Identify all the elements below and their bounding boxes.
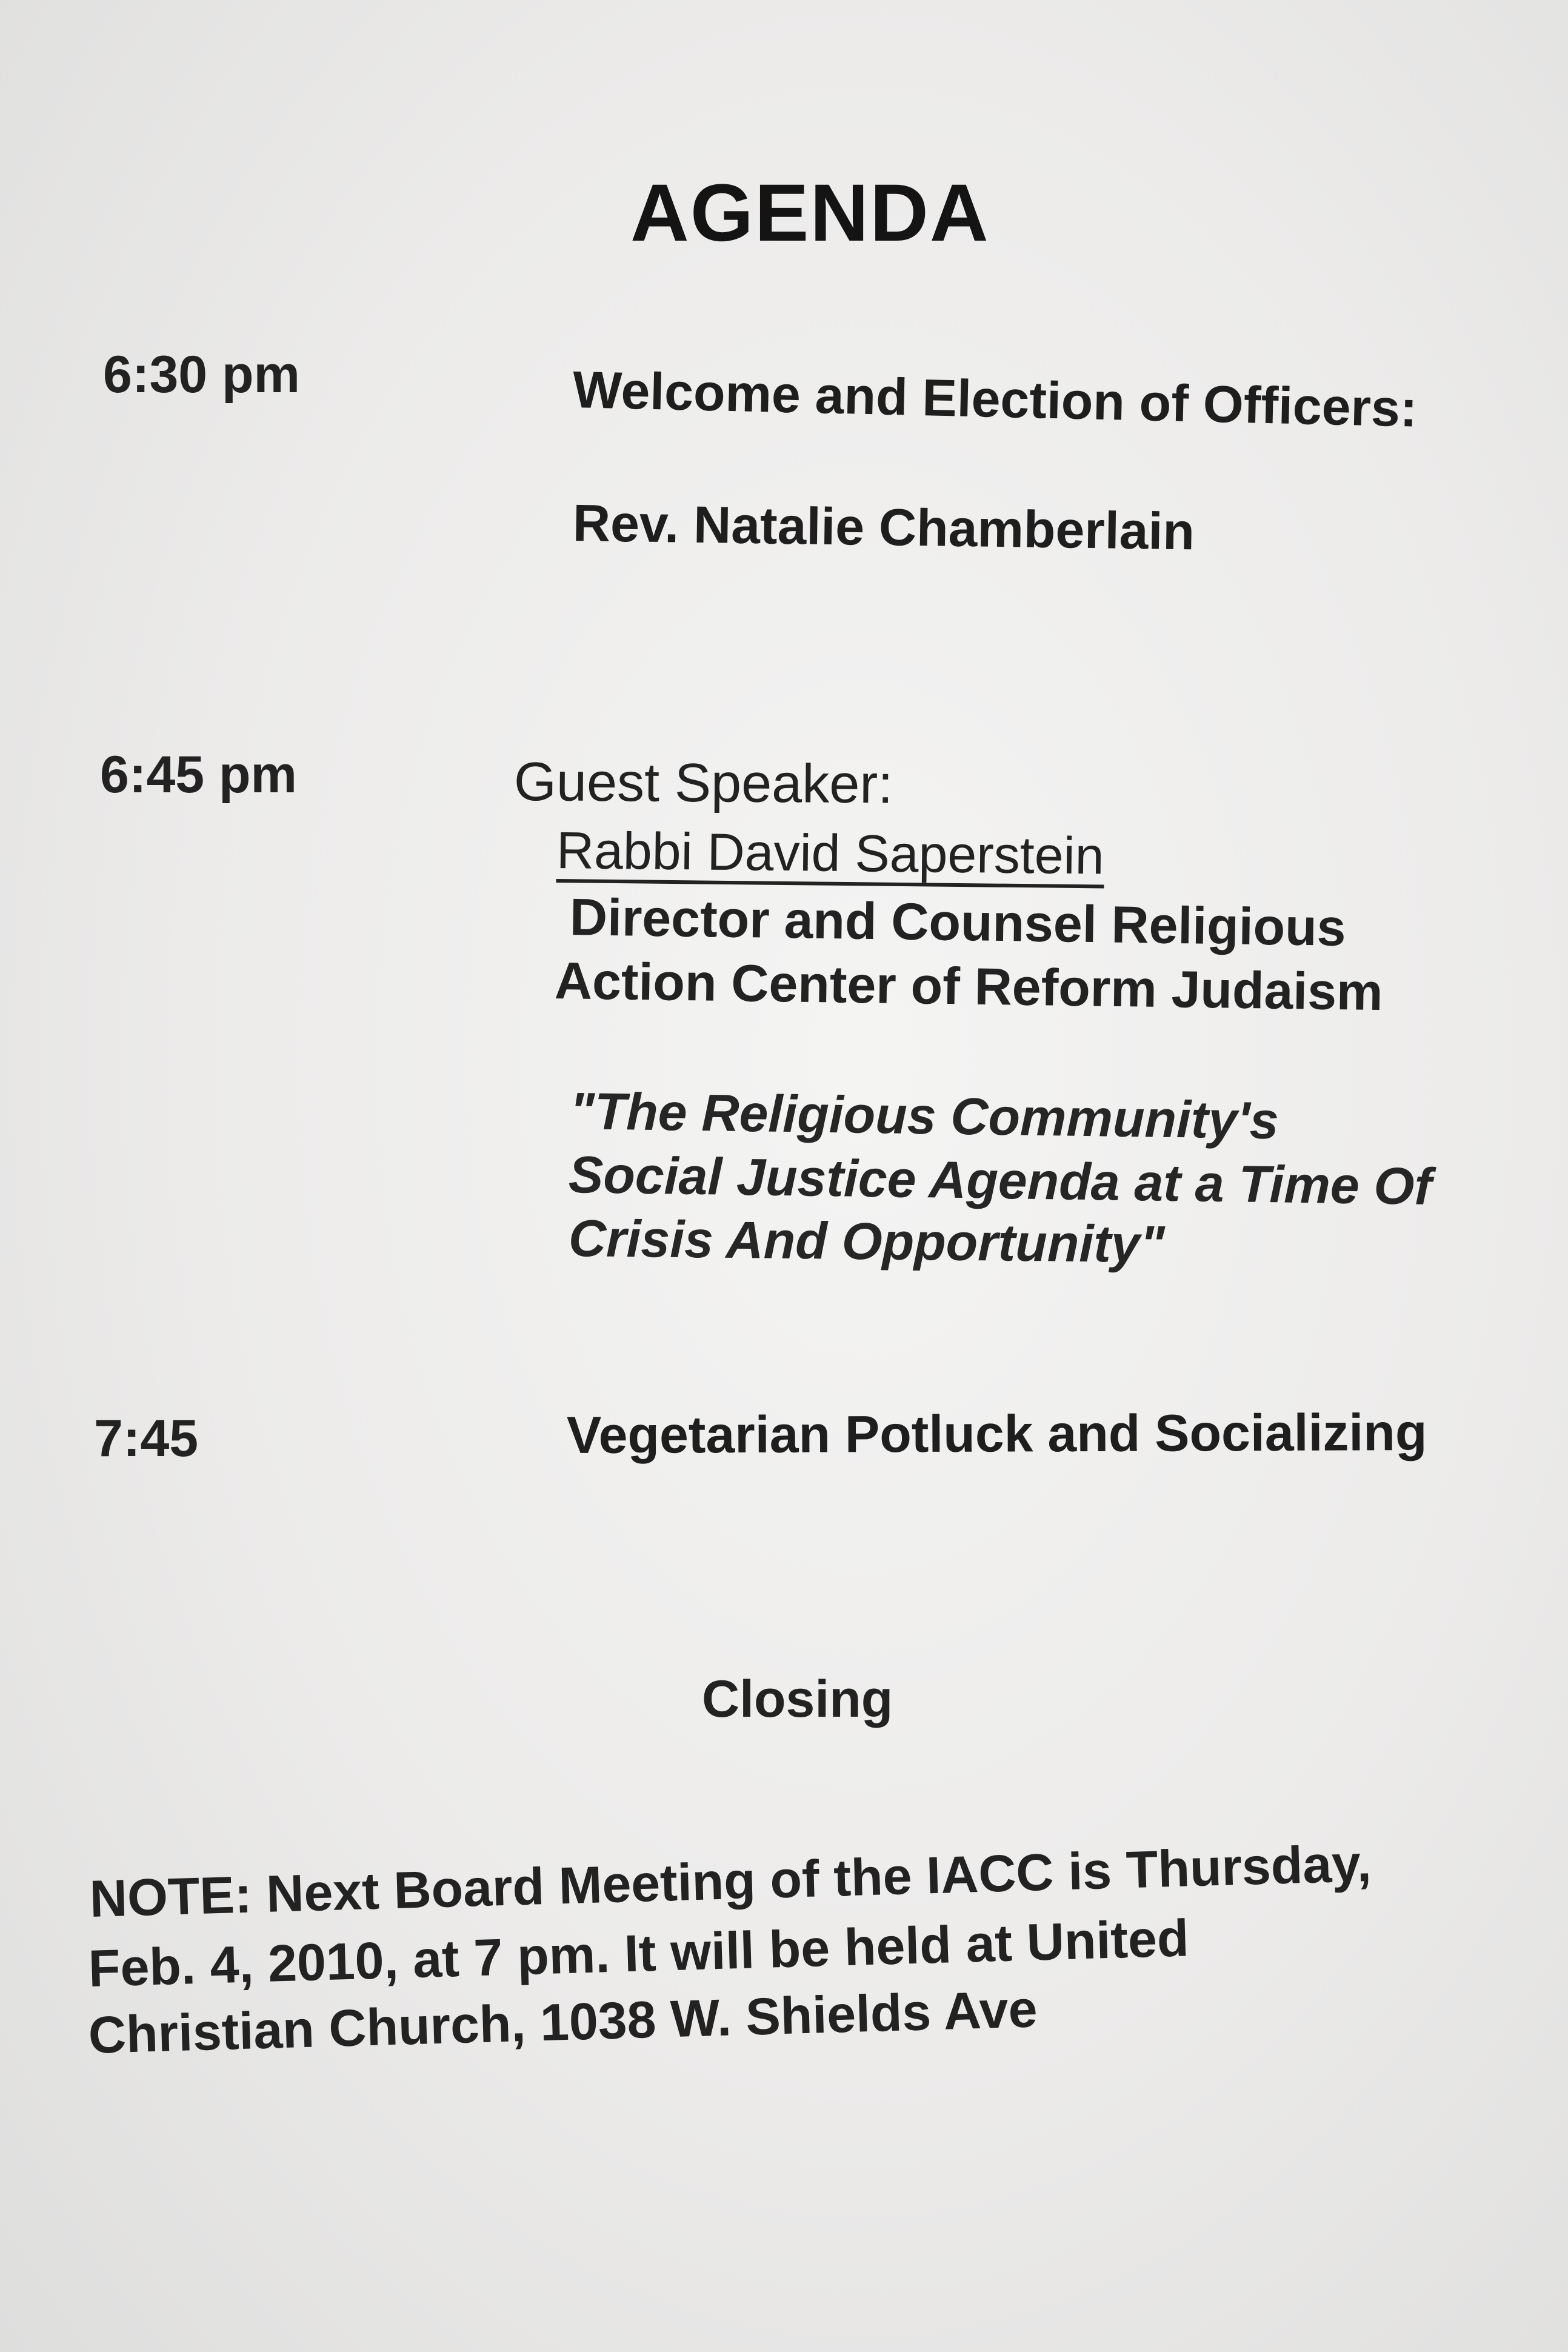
agenda-time-2: 6:45 pm — [100, 746, 298, 804]
note-line-2: Feb. 4, 2010, at 7 pm. It will be held at United — [87, 1909, 1190, 1998]
agenda-time-1: 6:30 pm — [103, 346, 301, 404]
speaker-role-line-1: Director and Counsel Religious — [569, 888, 1347, 957]
agenda-heading-1: Welcome and Election of Officers: — [572, 361, 1418, 438]
talk-title-line-3: Crisis And Opportunity" — [568, 1209, 1166, 1274]
closing-label: Closing — [702, 1670, 893, 1728]
page-title: AGENDA — [630, 168, 990, 258]
agenda-heading-3: Vegetarian Potluck and Socializing — [566, 1403, 1427, 1465]
speaker-name: Rabbi David Saperstein — [556, 824, 1104, 888]
talk-title-line-1: "The Religious Community's — [569, 1082, 1279, 1151]
note-line-3: Christian Church, 1038 W. Shields Ave — [87, 1980, 1038, 2065]
agenda-presenter-1: Rev. Natalie Chamberlain — [572, 494, 1195, 561]
agenda-time-3: 7:45 — [94, 1409, 199, 1468]
speaker-role-line-2: Action Center of Reform Judaism — [554, 952, 1384, 1022]
talk-title-line-2: Social Justice Agenda at a Time Of — [568, 1146, 1432, 1216]
agenda-heading-2: Guest Speaker: — [513, 752, 893, 815]
note-line-1: NOTE: Next Board Meeting of the IACC is Thursday, — [88, 1834, 1372, 1928]
